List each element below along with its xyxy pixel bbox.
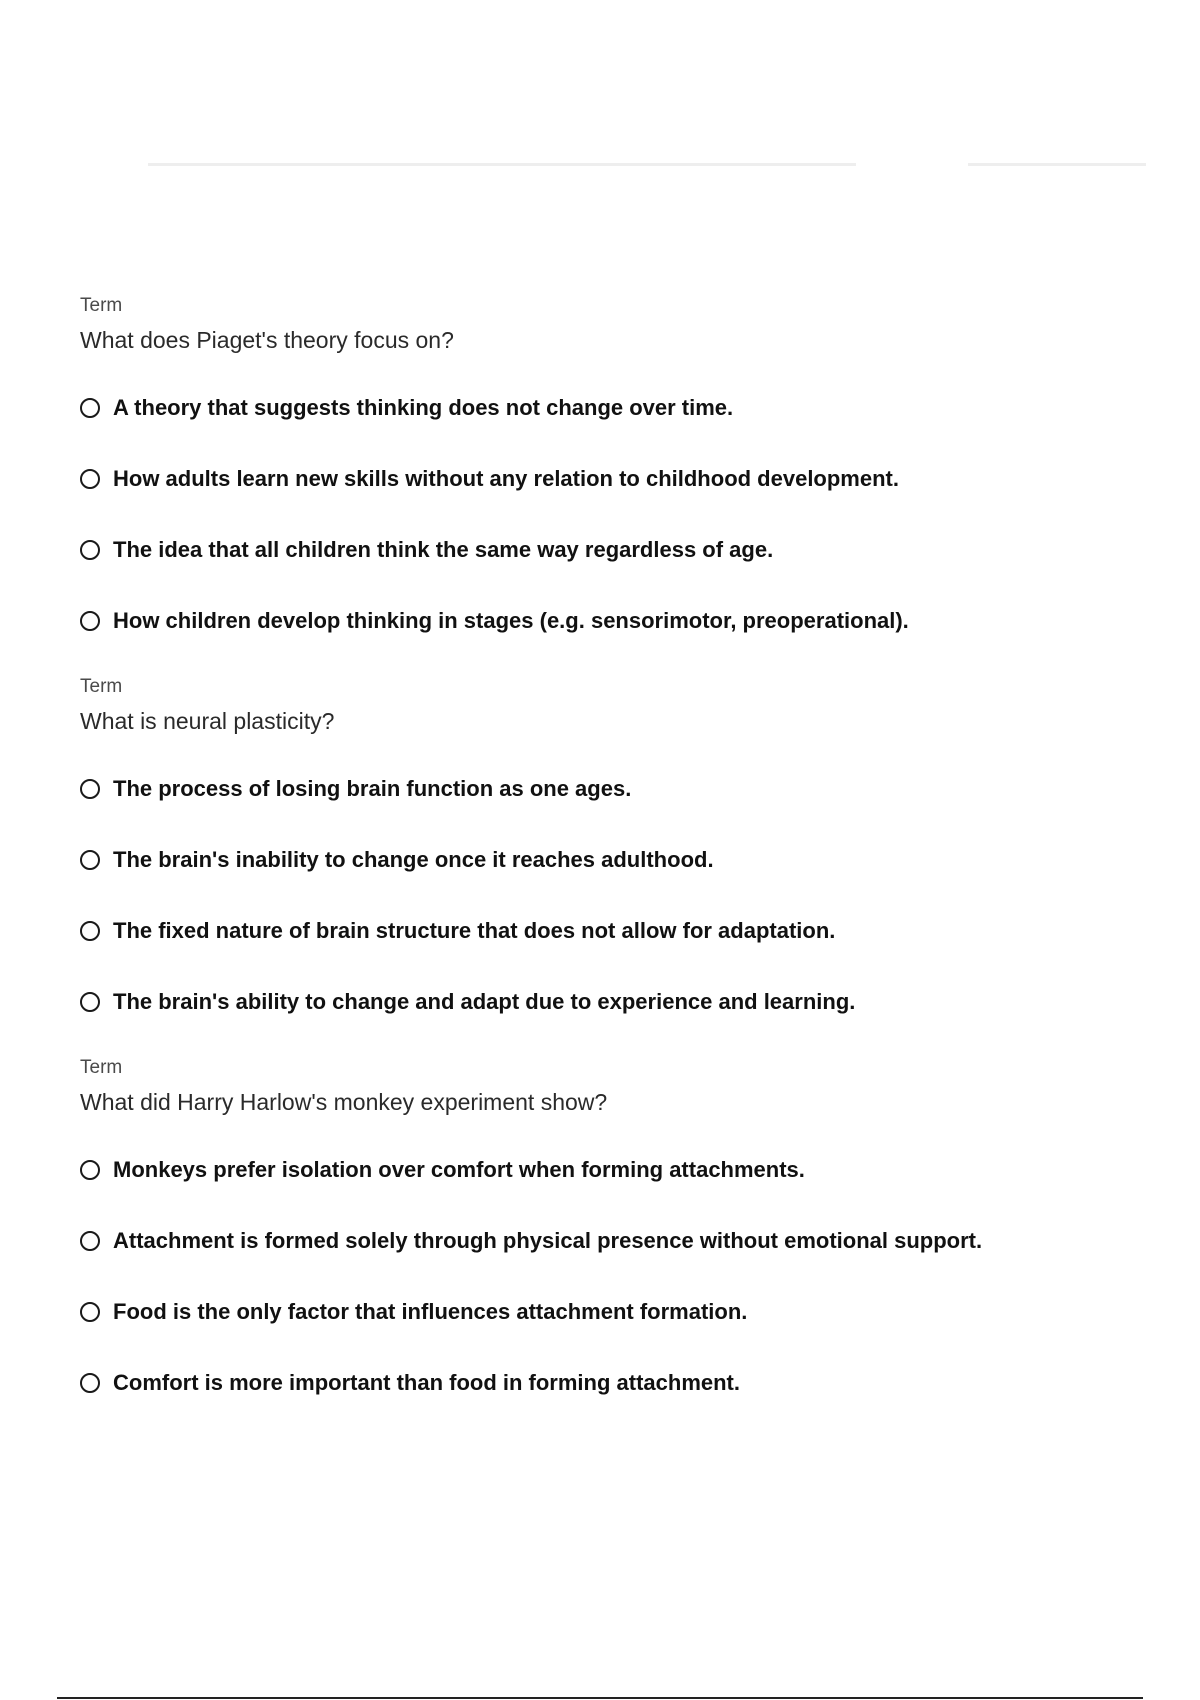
radio-button[interactable] <box>80 779 100 799</box>
answer-option[interactable] <box>80 443 1140 514</box>
answer-option[interactable] <box>80 824 1140 895</box>
radio-button[interactable] <box>80 611 100 631</box>
radio-button[interactable] <box>80 469 100 489</box>
radio-button[interactable] <box>80 1160 100 1180</box>
question-list <box>80 292 1140 1435</box>
radio-button[interactable] <box>80 921 100 941</box>
radio-button[interactable] <box>80 992 100 1012</box>
question-prompt: What did Harry Harlow's monkey experiment show? <box>80 1089 608 1115</box>
answer-option-label: Comfort is more important than food in forming attachment. <box>113 1369 740 1395</box>
answer-option[interactable] <box>80 895 1140 966</box>
answer-option-label: How children develop thinking in stages (e.g. sensorimotor, preoperational). <box>113 607 909 633</box>
radio-button[interactable] <box>80 1231 100 1251</box>
answer-option-label: The idea that all children think the same way regardless of age. <box>113 536 774 562</box>
answer-option-label: Monkeys prefer isolation over comfort when forming attachments. <box>113 1156 805 1182</box>
answer-option-label: The brain's ability to change and adapt due to experience and learning. <box>113 988 856 1014</box>
answer-option[interactable] <box>80 372 1140 443</box>
term-label: Term <box>80 1057 123 1078</box>
footer-divider <box>57 1697 1143 1699</box>
radio-button[interactable] <box>80 540 100 560</box>
answer-option[interactable] <box>80 514 1140 585</box>
answer-option[interactable] <box>80 1347 1140 1418</box>
question-3 <box>80 1054 1140 1435</box>
answer-option[interactable] <box>80 1134 1140 1205</box>
question-1 <box>80 292 1140 673</box>
answer-option[interactable] <box>80 585 1140 656</box>
term-label: Term <box>80 676 123 697</box>
question-prompt: What is neural plasticity? <box>80 708 335 734</box>
answer-option[interactable] <box>80 753 1140 824</box>
question-2 <box>80 673 1140 1054</box>
answer-option-label: Attachment is formed solely through physical presence without emotional support. <box>113 1227 983 1253</box>
radio-button[interactable] <box>80 1302 100 1322</box>
radio-button[interactable] <box>80 1373 100 1393</box>
header-divider-left <box>148 163 856 166</box>
question-prompt: What does Piaget's theory focus on? <box>80 327 454 353</box>
answer-option-label: The fixed nature of brain structure that does not allow for adaptation. <box>113 917 836 943</box>
answer-option[interactable] <box>80 966 1140 1037</box>
answer-option-label: A theory that suggests thinking does not change over time. <box>113 394 734 420</box>
answer-option[interactable] <box>80 1205 1140 1276</box>
answer-option-label: The brain's inability to change once it reaches adulthood. <box>113 846 714 872</box>
answer-option-label: The process of losing brain function as one ages. <box>113 775 632 801</box>
term-label: Term <box>80 295 123 316</box>
radio-button[interactable] <box>80 398 100 418</box>
answer-option-label: Food is the only factor that influences attachment formation. <box>113 1298 748 1324</box>
radio-button[interactable] <box>80 850 100 870</box>
answer-option-label: How adults learn new skills without any relation to childhood development. <box>113 465 899 491</box>
answer-option[interactable] <box>80 1276 1140 1347</box>
header-divider-right <box>968 163 1146 166</box>
